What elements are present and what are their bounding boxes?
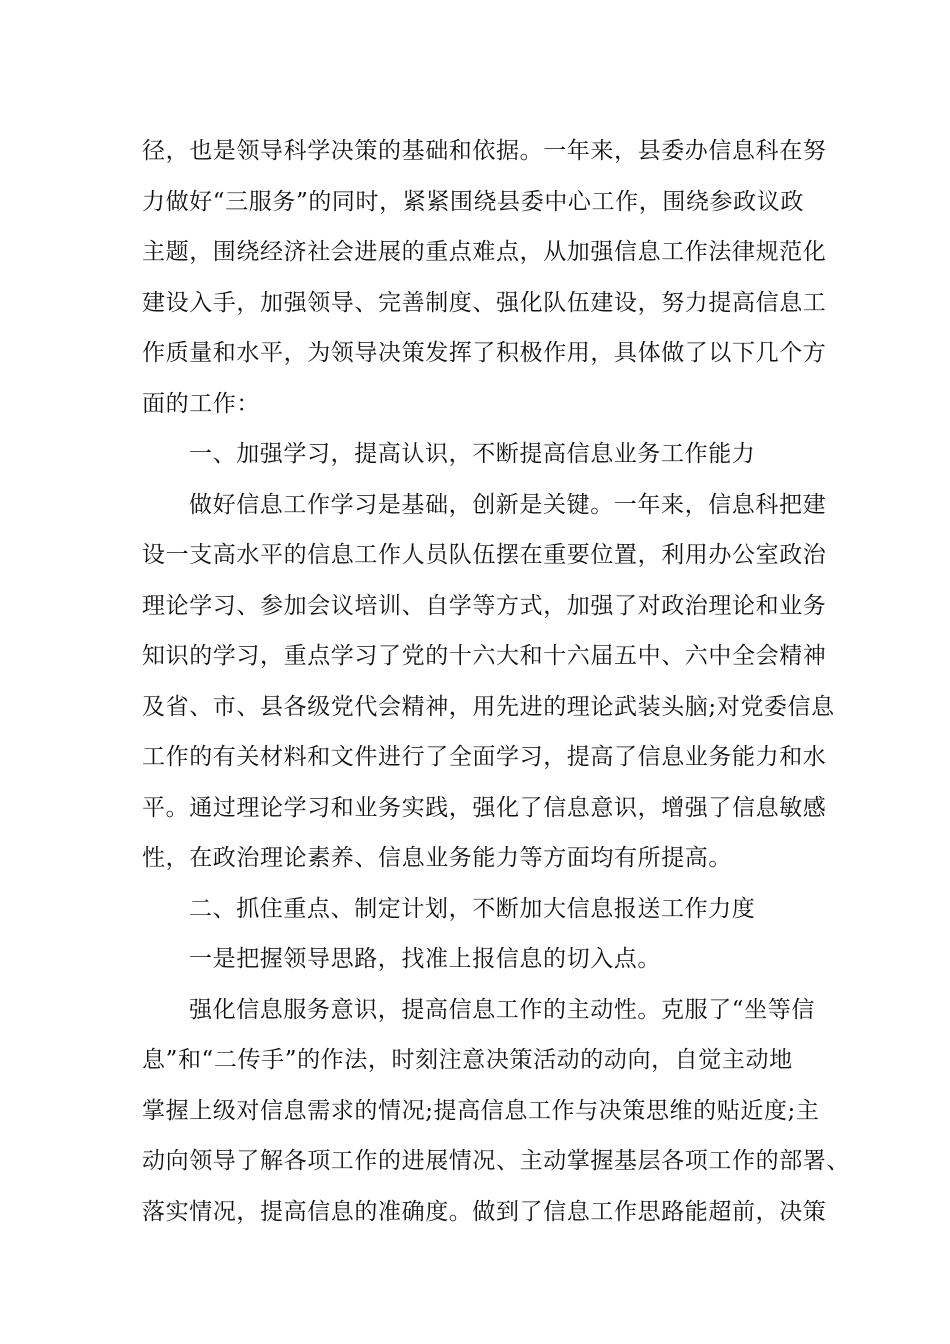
body-text-line: 平。通过理论学习和业务实践，强化了信息意识，增强了信息敏感 <box>142 795 827 821</box>
section-heading: 一、加强学习，提高认识，不断提高信息业务工作能力 <box>189 441 756 467</box>
body-text-line: 理论学习、参加会议培训、自学等方式，加强了对政治理论和业务 <box>142 593 827 619</box>
body-text-line: 力做好“三服务”的同时，紧紧围绕县委中心工作，围绕参政议政 <box>142 189 804 215</box>
body-text-line: 息”和“二传手”的作法，时刻注意决策活动的动向，自觉主动地 <box>142 1047 793 1073</box>
body-text-line: 及省、市、县各级党代会精神，用先进的理论武装头脑;对党委信息 <box>142 694 835 720</box>
body-text-line: 掌握上级对信息需求的情况;提高信息工作与决策思维的贴近度;主 <box>142 1098 820 1124</box>
body-text-line: 径，也是领导科学决策的基础和依据。一年来，县委办信息科在努 <box>142 138 827 164</box>
body-text-line: 建设入手，加强领导、完善制度、强化队伍建设，努力提高信息工 <box>142 290 827 316</box>
subsection-heading: 一是把握领导思路，找准上报信息的切入点。 <box>189 946 661 972</box>
body-text-line: 工作的有关材料和文件进行了全面学习，提高了信息业务能力和水 <box>142 744 827 770</box>
body-text-line: 强化信息服务意识，提高信息工作的主动性。克服了“坐等信 <box>189 997 815 1023</box>
body-text-line: 知识的学习，重点学习了党的十六大和十六届五中、六中全会精神 <box>142 643 827 669</box>
body-text-line: 动向领导了解各项工作的进展情况、主动掌握基层各项工作的部署、 <box>142 1148 850 1174</box>
body-text-line: 设一支高水平的信息工作人员队伍摆在重要位置，利用办公室政治 <box>142 542 827 568</box>
body-text-line: 性，在政治理论素养、信息业务能力等方面均有所提高。 <box>142 845 732 871</box>
body-text-line: 面的工作： <box>142 391 260 417</box>
body-text-line: 落实情况，提高信息的准确度。做到了信息工作思路能超前，决策 <box>142 1199 827 1225</box>
body-text-line: 做好信息工作学习是基础，创新是关键。一年来，信息科把建 <box>189 492 827 518</box>
body-text-line: 主题，围绕经济社会进展的重点难点，从加强信息工作法律规范化 <box>142 239 827 265</box>
body-text-line: 作质量和水平，为领导决策发挥了积极作用，具体做了以下几个方 <box>142 340 827 366</box>
section-heading: 二、抓住重点、制定计划，不断加大信息报送工作力度 <box>189 896 756 922</box>
